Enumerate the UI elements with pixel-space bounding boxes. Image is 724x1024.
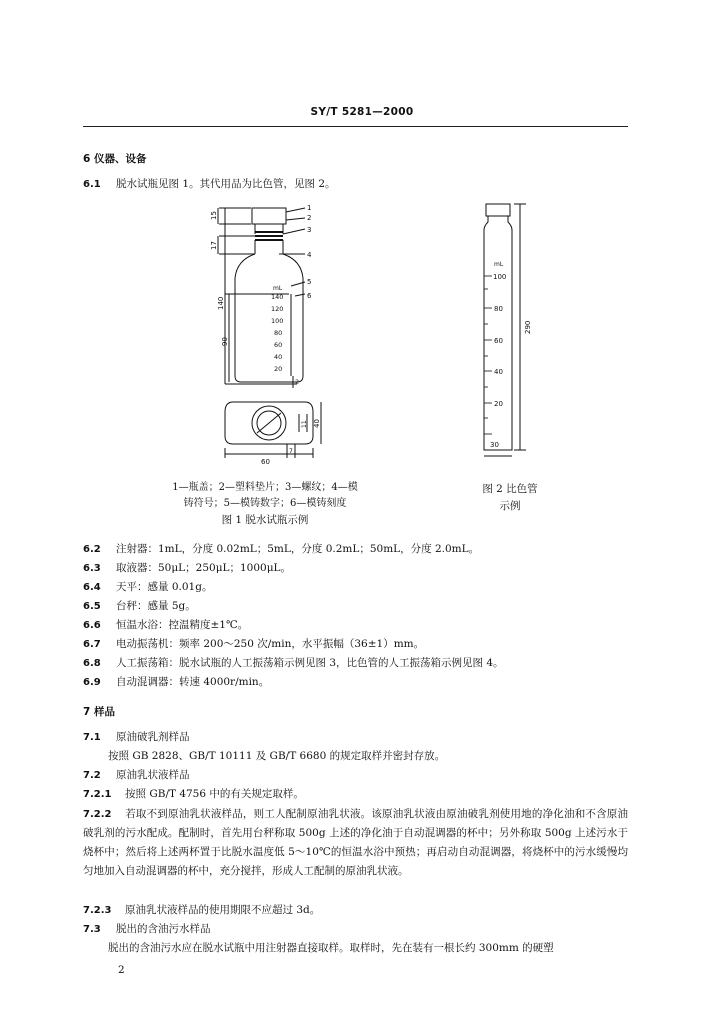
item-6-8: [83, 655, 504, 670]
tube-scale-label: 100: [493, 273, 507, 281]
item-7-2-1: [83, 786, 304, 801]
item-number: 6.9: [83, 677, 101, 688]
page-number: 2: [118, 964, 125, 976]
item-number: 7.2.3: [83, 905, 112, 916]
item-number: 6.8: [83, 658, 101, 669]
dim-width: 60: [261, 458, 270, 466]
scale-label: 40: [274, 353, 283, 361]
dim-neck: 17: [210, 241, 218, 250]
scale-label: 80: [274, 329, 283, 337]
page-header: SY/T 5281—2000: [310, 106, 414, 118]
scale-label: 120: [271, 305, 284, 313]
item-text: 人工振荡箱：脱水试瓶的人工振荡箱示例见图 3，比色管的人工振荡箱示例见图 4。: [116, 657, 504, 669]
item-7-3-text: 脱出的含油污水应在脱水试瓶中用注射器直接取样。取样时，先在装有一根长约 300mm 的硬塑: [108, 942, 554, 954]
item-number: 6.3: [83, 563, 101, 574]
item-6-1: [83, 176, 336, 191]
item-number: 6.7: [83, 639, 101, 650]
callout-5: 5: [307, 278, 312, 286]
item-7-2-3: [83, 902, 320, 917]
item-text: 台秤：感量 5g。: [116, 600, 196, 612]
figure-1-labels: [210, 204, 321, 466]
figure-2-caption-1: 图 2 比色管: [482, 483, 538, 495]
item-number: 6.1: [83, 179, 101, 190]
callout-2: 2: [307, 214, 312, 222]
figure-2-tube-drawing: [470, 198, 550, 458]
tube-scale-label: 80: [494, 305, 503, 313]
section-6-heading: 6 仪器、设备: [83, 153, 147, 165]
item-7-3-title: [83, 921, 211, 936]
item-number: 7.2: [83, 770, 101, 781]
unit-ml: mL: [273, 285, 283, 292]
tube-height-dim: 290: [524, 320, 532, 334]
figure-1-caption: 图 1 脱水试瓶示例: [221, 514, 309, 526]
section-7-heading: 7 样品: [83, 706, 115, 718]
tube-unit: mL: [494, 261, 504, 268]
callout-6: 6: [307, 292, 312, 300]
item-7-1-text: 按照 GB 2828、GB/T 10111 及 GB/T 6680 的规定取样并密封存放。: [108, 750, 446, 762]
item-text: 按照 GB/T 4756 中的有关规定取样。: [125, 788, 304, 800]
item-6-9: [83, 674, 269, 689]
item-title: 原油破乳剂样品: [116, 731, 190, 743]
bottle-body-shape: [235, 254, 303, 382]
tube-scale-label: 20: [494, 400, 503, 408]
item-number: 7.1: [83, 732, 101, 743]
scale-label: 20: [274, 365, 283, 373]
item-number: 6.4: [83, 582, 101, 593]
item-text: 脱水试瓶见图 1。其代用品为比色管，见图 2。: [116, 178, 336, 190]
item-6-5: [83, 598, 196, 613]
dim-inner: 11: [301, 420, 308, 428]
item-7-2-title: [83, 767, 190, 782]
item-6-4: [83, 579, 212, 594]
item-text: 电动振荡机：频率 200～250 次/min，水平振幅（36±1）mm。: [116, 638, 425, 650]
item-text: 自动混调器：转速 4000r/min。: [116, 676, 270, 688]
tube-body-shape: [484, 216, 512, 450]
figure-1-bottle-drawing: [185, 198, 335, 470]
scale-label: 140: [271, 293, 284, 301]
item-title: 脱出的含油污水样品: [116, 923, 211, 935]
dim-body: 90: [221, 337, 229, 346]
thread-shape: [255, 232, 283, 240]
item-text: 天平：感量 0.01g。: [116, 581, 213, 593]
item-number: 6.2: [83, 544, 101, 555]
item-6-3: [83, 560, 291, 575]
dim-rim: 7: [289, 448, 293, 455]
dim-total: 140: [217, 296, 225, 310]
item-text: 原油乳状液样品的使用期限不应超过 3d。: [125, 904, 321, 916]
figure-1-legend-1: 1—瓶盖；2—塑料垫片；3—螺纹；4—模: [172, 482, 358, 493]
item-6-7: [83, 636, 424, 651]
item-7-1-title: [83, 729, 190, 744]
item-number: 7.2.2: [83, 809, 112, 820]
scale-label: 100: [271, 317, 284, 325]
item-number: 6.6: [83, 620, 101, 631]
item-number: 7.2.1: [83, 789, 112, 800]
tube-stopper-shape: [486, 204, 510, 216]
item-number: 6.5: [83, 601, 101, 612]
tube-scale-label: 60: [494, 337, 503, 345]
dim-bottom: 2: [295, 378, 300, 386]
scale-label: 60: [274, 341, 283, 349]
item-text: 取液器：50μL；250μL；1000μL。: [116, 562, 292, 574]
tube-scale-label: 40: [494, 368, 503, 376]
cap-shape: [252, 208, 286, 224]
header-rule: [83, 126, 628, 127]
item-number: 7.3: [83, 924, 101, 935]
tube-scale-ticks: [484, 276, 492, 434]
item-6-6: [83, 617, 248, 632]
tube-diameter-dim: 30: [490, 441, 499, 449]
callout-4: 4: [307, 251, 312, 259]
item-6-2: [83, 541, 479, 556]
callout-1: 1: [307, 204, 312, 212]
figure-2-caption-2: 示例: [499, 500, 521, 512]
dim-depth: 40: [313, 419, 321, 428]
figure-1-legend-2: 铸符号；5—模铸数字；6—模铸刻度: [183, 498, 347, 509]
item-text: 恒温水浴：控温精度±1℃。: [116, 619, 249, 631]
item-text: 注射器：1mL，分度 0.02mL；5mL，分度 0.2mL；50mL，分度 2.0mL。: [116, 543, 480, 555]
item-7-2-2: [83, 805, 628, 881]
item-title: 原油乳状液样品: [116, 769, 190, 781]
item-text: 若取不到原油乳状液样品，则工人配制原油乳状液。该原油乳状液由原油破乳剂使用地的净化油和不含原油破乳剂的污水配成。配制时，首先用台秤称取 500g 上述的净化油于自动混调器的杯中；另外称取 500g 上述污水于烧杯中；然后将上述两杯置于比脱水温度低 5～10℃的恒温水浴中预热；再启动自动混调器，将烧杯中的污水缓慢均匀地加入自动混调器的杯中，充分搅拌，形成人工配制的原油乳状液。: [83, 808, 628, 877]
callout-3: 3: [307, 226, 312, 234]
dim-cap: 15: [210, 211, 218, 220]
